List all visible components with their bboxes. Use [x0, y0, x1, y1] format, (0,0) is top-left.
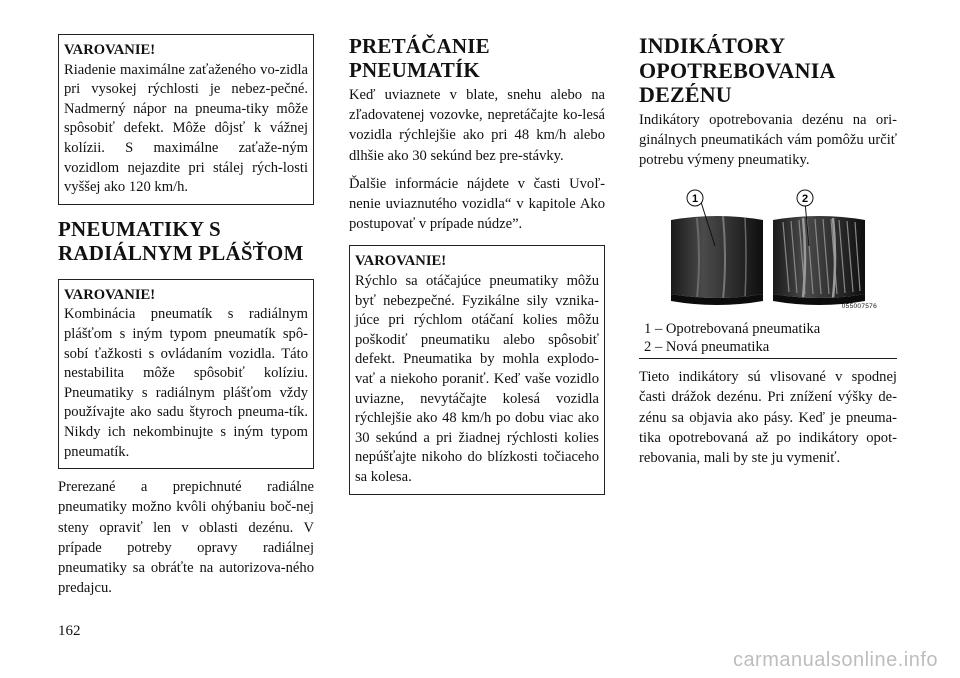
warning-text: Kombinácia pneumatík s radiálnym plášťom s iným typom pneumatík spô-sobí ťažkosti s ovládaním vozidla. Táto nestabilita môže spôsobiť kolíziu. Pneumatiky s radiálnym plášťom vždy používajte ako sadu štyroch pneuma-tík. Nikdy ich nekombinujte s iným typom pneumatík.: [64, 306, 308, 460]
section-heading-radial-tires: PNEUMATIKY S RADIÁLNYM PLÁŠŤOM: [58, 216, 304, 265]
warning-box-spinning: [349, 245, 605, 494]
tire-wear-illustration: [657, 188, 879, 320]
figure-legend: [639, 320, 897, 359]
warning-text: Rýchlo sa otáčajúce pneumatiky môžu byť nebezpečné. Fyzikálne sily vznika-júce pri rýchlom otáčaní kolies môžu poškodiť pneumatiku alebo spôsobiť defekt. Pneumatika by mohla explodo-vať a niekoho poraniť. Keď vaše vozidlo uviazne, nevytáčajte kolesá vozidla rýchlejšie ako 48 km/h po dobu viac ako 30 sekúnd a pri žiadnej rýchlosti kolies nepúšťajte nikoho do blízkosti točiaceho sa kolesa.: [355, 273, 599, 485]
worn-tire: [671, 216, 763, 305]
more-info-paragraph: Ďalšie informácie nájdete v časti Uvoľ-nenie uviaznutého vozidla“ v kapitole Ako postupovať v prípade núdze”.: [349, 175, 605, 233]
radial-repair-paragraph: Prerezané a prepichnuté radiálne pneumatiky možno kvôli ohýbaniu boč-nej steny opraviť len v oblasti dezénu. V prípade potreby opravy radiálnej pneumatiky sa obráťte na autorizova-ného predajcu.: [58, 479, 314, 597]
callout-label-1: 1: [691, 193, 699, 206]
warning-box-radial: [58, 279, 314, 469]
tires-image: [657, 188, 879, 320]
wear-indicators-intro: Indikátory opotrebovania dezénu na ori-ginálnych pneumatikách vám pomôžu určiť potrebu výmeny pneumatiky.: [639, 111, 897, 168]
warning-title: VAROVANIE!: [64, 42, 156, 58]
column-left: [58, 34, 314, 598]
column-right: [639, 34, 897, 468]
page-number: 162: [58, 623, 81, 639]
legend-item: 1 – Opotrebovaná pneumatika: [644, 321, 821, 338]
figure-code: 055007576: [841, 303, 877, 311]
warning-title: VAROVANIE!: [64, 286, 156, 303]
watermark: carmanualsonline.info: [732, 649, 938, 671]
warning-box-load: [58, 34, 314, 205]
legend-item: 2 – Nová pneumatika: [644, 339, 770, 356]
section-heading-tire-spinning: PRETÁČANIE PNEUMATÍK: [349, 34, 490, 82]
tire-spinning-paragraph: Keď uviaznete v blate, snehu alebo na zľadovatenej vozovke, nepretáčajte ko-lesá vozidla rýchlejšie ako pri 48 km/h alebo dlhšie ako 30 sekúnd bez pre-stávky.: [349, 87, 605, 164]
warning-text: Riadenie maximálne zaťaženého vo-zidla pri vysokej rýchlosti je nebez-pečné. Nadmerný nápor na pneuma-tiky môže spôsobiť defekt. Môže dôjsť k vážnej kolízii. S maximálne zaťaže-ným vozidlom nejazdite pri stálej rých-losti vyššej ako 120 km/h.: [64, 61, 308, 196]
new-tire: [773, 216, 865, 305]
column-middle: [349, 34, 605, 495]
callout-label-2: 2: [801, 193, 809, 206]
warning-title: VAROVANIE!: [355, 253, 447, 270]
section-heading-wear-indicators: INDIKÁTORY OPOTREBOVANIA DEZÉNU: [639, 33, 836, 107]
wear-indicators-paragraph: Tieto indikátory sú vlisované v spodnej časti drážok dezénu. Pri znížení výšky de-zénu sa objavia ako pásy. Keď je pneuma-tika opotrebovaná až po indikátory opot-rebovania, mali by ste ju vymeniť.: [639, 369, 897, 466]
